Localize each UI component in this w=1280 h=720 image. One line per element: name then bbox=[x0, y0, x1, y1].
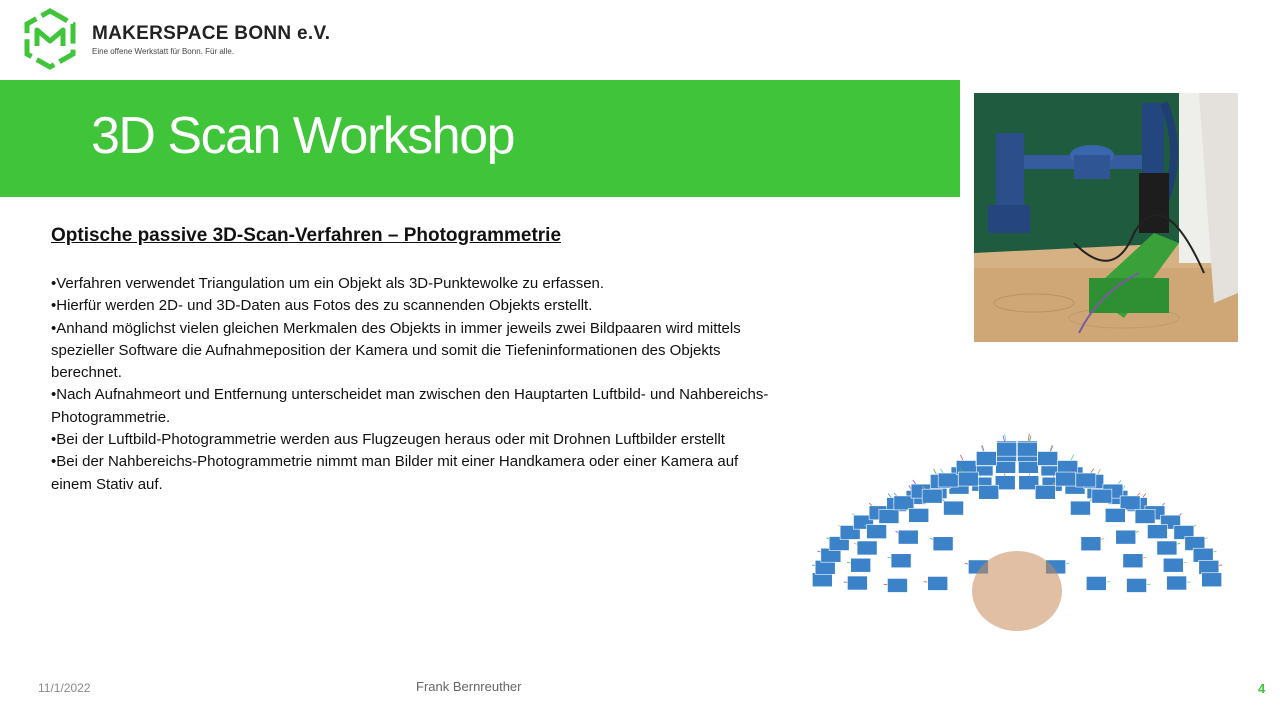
camera-thumbnail bbox=[851, 558, 871, 572]
camera-thumbnail bbox=[898, 530, 918, 544]
camera-thumbnail bbox=[1086, 576, 1106, 590]
camera-thumbnail bbox=[928, 576, 948, 590]
bullet-item: •Verfahren verwendet Triangulation um ein Objekt als 3D-Punktewolke zu erfassen. bbox=[51, 275, 605, 292]
camera-thumbnail bbox=[976, 451, 996, 465]
bullet-list bbox=[51, 273, 781, 496]
bullet-item: •Anhand möglichst vielen gleichen Merkmalen des Objekts in immer jeweils zwei Bildpaaren wird mittels spezieller Software die Aufnahmeposition der Kamera und somit die Tiefeninformationen des Objekts berechnet. bbox=[51, 319, 741, 382]
bullet-item: •Hierfür werden 2D- und 3D-Daten aus Fotos des zu scannenden Objekts erstellt. bbox=[51, 297, 593, 315]
camera-thumbnail bbox=[938, 473, 958, 487]
camera-thumbnail bbox=[867, 525, 887, 539]
camera-thumbnail bbox=[847, 576, 867, 590]
scanner-rig-photo bbox=[974, 93, 1238, 342]
footer-date: 11/1/2022 bbox=[38, 681, 91, 695]
camera-thumbnail bbox=[979, 485, 999, 499]
camera-thumbnail bbox=[1199, 560, 1219, 574]
org-tagline: Eine offene Werkstatt für Bonn. Für alle. bbox=[92, 47, 234, 56]
camera-thumbnail bbox=[1076, 473, 1096, 487]
photogrammetry-dome-image bbox=[812, 366, 1222, 694]
camera-thumbnail bbox=[891, 554, 911, 568]
camera-thumbnail bbox=[997, 442, 1017, 456]
camera-thumbnail bbox=[1167, 576, 1187, 590]
hexagon-m-logo-icon bbox=[22, 8, 78, 70]
point-cloud bbox=[972, 551, 1062, 631]
camera-thumbnail bbox=[887, 578, 907, 592]
camera-thumbnail bbox=[1035, 485, 1055, 499]
camera-thumbnail bbox=[1105, 508, 1125, 522]
camera-thumbnail bbox=[909, 508, 929, 522]
camera-thumbnail bbox=[958, 472, 978, 486]
camera-thumbnail bbox=[812, 573, 832, 587]
camera-thumbnail bbox=[857, 541, 877, 555]
bullet-item: •Bei der Nahbereichs-Photogrammetrie nimmt man Bilder mit einer Handkamera oder einer Kamera auf einem Stativ auf. bbox=[51, 453, 739, 493]
camera-thumbnail bbox=[1092, 489, 1112, 503]
slide-title: 3D Scan Workshop bbox=[91, 107, 515, 165]
camera-thumbnail bbox=[1123, 554, 1143, 568]
camera-thumbnail bbox=[1202, 573, 1222, 587]
footer-author: Frank Bernreuther bbox=[416, 679, 522, 694]
camera-thumbnail bbox=[944, 501, 964, 515]
bullet-item: •Nach Aufnahmeort und Entfernung unterscheidet man zwischen den Hauptarten Luftbild- und Nahbereichs-Photogrammetrie. bbox=[51, 386, 769, 426]
camera-thumbnail bbox=[1120, 496, 1140, 510]
section-heading: Optische passive 3D-Scan-Verfahren – Photogrammetrie bbox=[51, 225, 562, 246]
camera-thumbnail bbox=[1147, 525, 1167, 539]
bullet-item: •Bei der Luftbild-Photogrammetrie werden aus Flugzeugen heraus oder mit Drohnen Luftbilder erstellt bbox=[51, 431, 725, 449]
camera-thumbnail bbox=[1017, 442, 1037, 456]
camera-thumbnail bbox=[1070, 501, 1090, 515]
camera-thumbnail bbox=[1081, 537, 1101, 551]
org-name: MAKERSPACE BONN e.V. bbox=[92, 23, 331, 44]
camera-thumbnail bbox=[1056, 472, 1076, 486]
camera-thumbnail bbox=[922, 489, 942, 503]
camera-thumbnail bbox=[1127, 578, 1147, 592]
title-band bbox=[0, 80, 960, 197]
camera-thumbnail bbox=[1038, 451, 1058, 465]
camera-thumbnail bbox=[879, 509, 899, 523]
camera-thumbnail bbox=[1135, 509, 1155, 523]
camera-thumbnail bbox=[933, 537, 953, 551]
camera-thumbnail bbox=[1157, 541, 1177, 555]
camera-thumbnail bbox=[1163, 558, 1183, 572]
page-number: 4 bbox=[1258, 681, 1266, 696]
camera-thumbnail bbox=[1116, 530, 1136, 544]
